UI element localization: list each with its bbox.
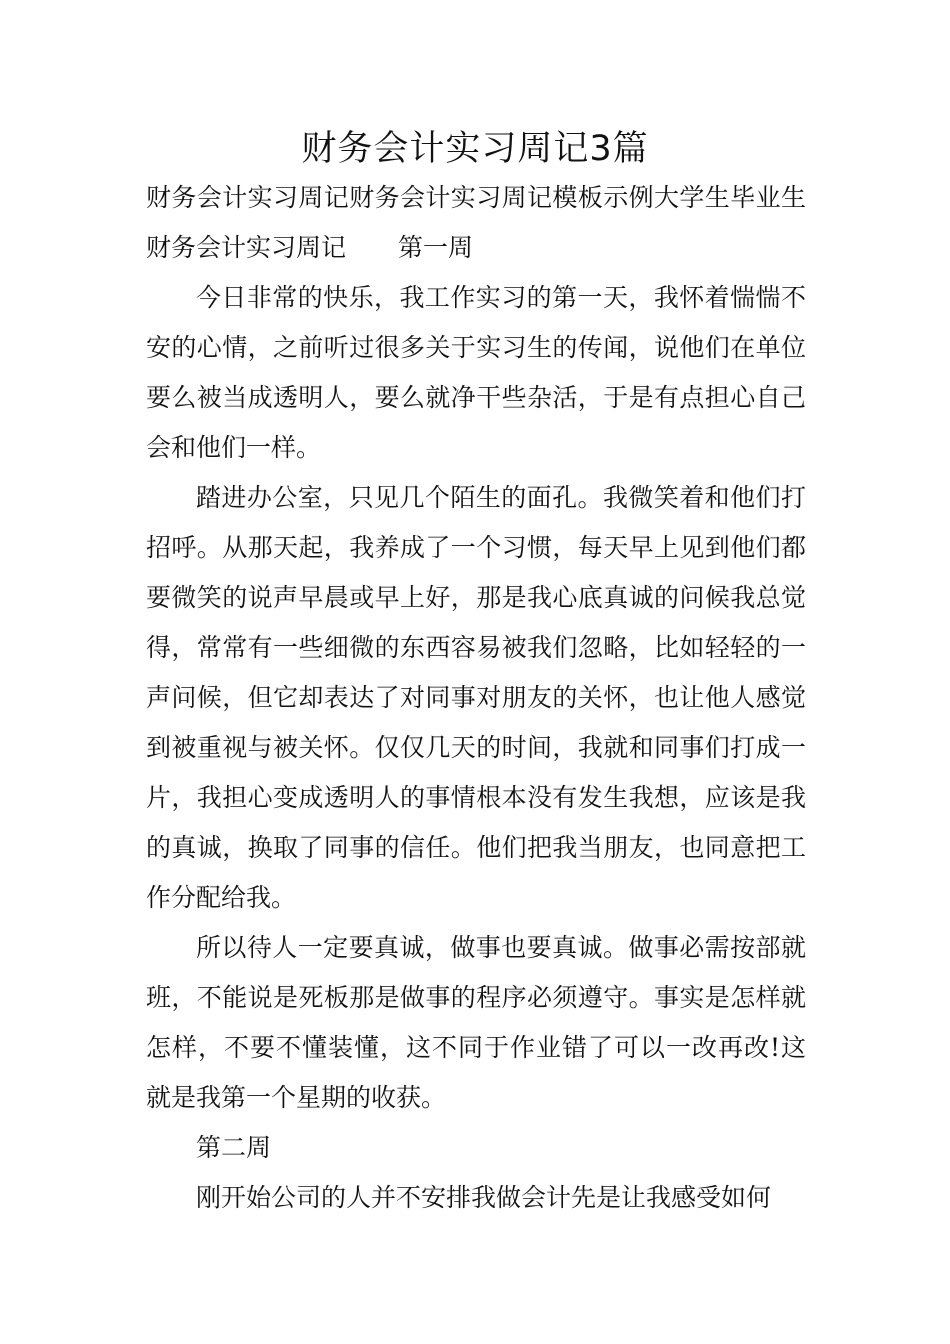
paragraph-sincerity: 所以待人一定要真诚，做事也要真诚。做事必需按部就班，不能说是死板那是做事的程序必须遵守。事实是怎样就怎样，不要不懂装懂，这不同于作业错了可以一改再改!这就是我第一个星期的收获。: [146, 933, 806, 1112]
week-one-heading: 第一周: [398, 233, 474, 262]
week-two-heading: 第二周: [196, 1133, 272, 1162]
paragraph-week-two: 刚开始公司的人并不安排我做会计先是让我感受如何: [196, 1183, 772, 1212]
paragraph-office: 踏进办公室，只见几个陌生的面孔。我微笑着和他们打招呼。从那天起，我养成了一个习惯，每天早上见到他们都要微笑的说声早晨或早上好，那是我心底真诚的问候我总觉得，常常有一些细微的东西容易被我们忽略，比如轻轻的一声问候，但它却表达了对同事对朋友的关怀，也让他人感觉到被重视与被关怀。仅仅几天的时间，我就和同事们打成一片，我担心变成透明人的事情根本没有发生我想，应该是我的真诚，换取了同事的信任。他们把我当朋友，也同意把工作分配给我。: [146, 483, 806, 912]
intro-paragraph: [146, 173, 806, 273]
document-title: 财务会计实习周记3篇: [301, 129, 649, 169]
document-body: [146, 173, 806, 1223]
intro-text: 财务会计实习周记财务会计实习周记模板示例大学生毕业生财务会计实习周记: [146, 183, 806, 262]
paragraph-first-day: 今日非常的快乐，我工作实习的第一天，我怀着惴惴不安的心情，之前听过很多关于实习生的传闻，说他们在单位要么被当成透明人，要么就净干些杂活，于是有点担心自己会和他们一样。: [146, 283, 806, 462]
